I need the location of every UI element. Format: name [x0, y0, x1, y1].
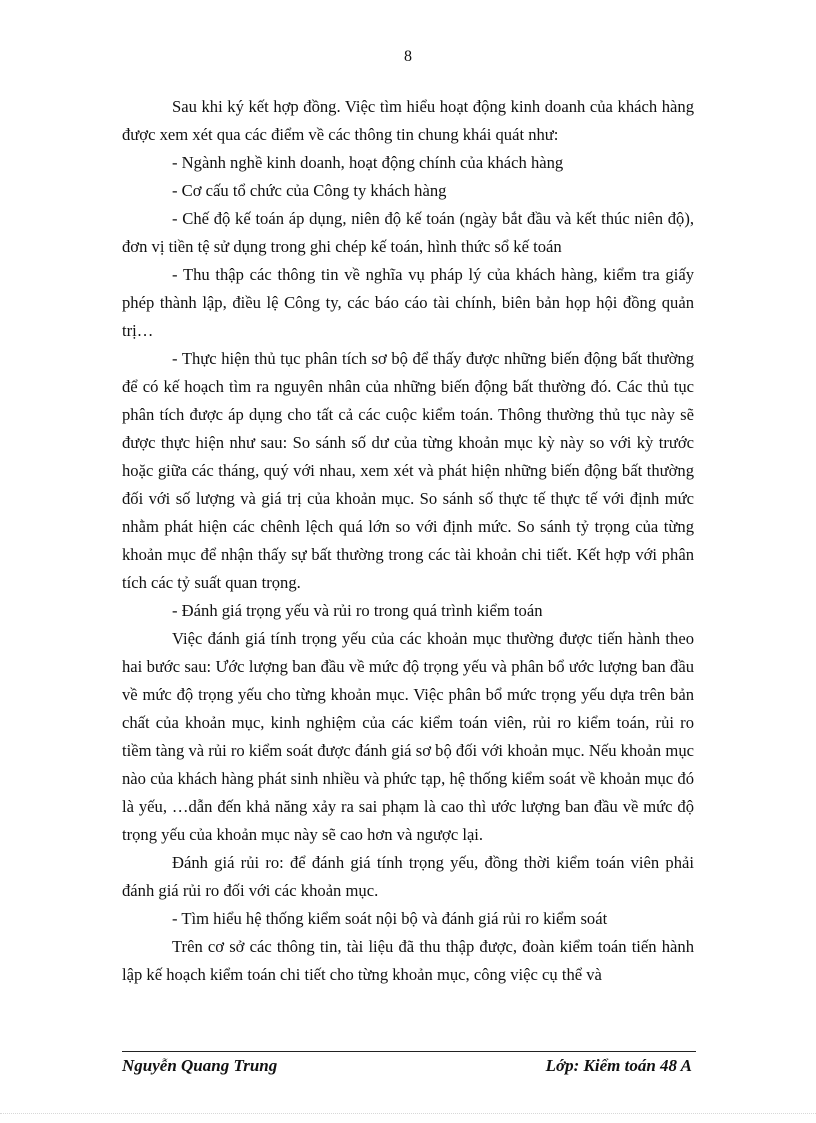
footer-class: Lớp: Kiểm toán 48 A — [545, 1056, 692, 1075]
bullet-item: - Tìm hiểu hệ thống kiểm soát nội bộ và đánh giá rủi ro kiểm soát — [172, 909, 608, 928]
paragraph: Trên cơ sở các thông tin, tài liệu đã thu thập được, đoàn kiểm toán tiến hành lập kế hoạch kiểm toán chi tiết cho từng khoản mục, công việc cụ thể và — [122, 937, 694, 984]
bullet-item: - Thực hiện thủ tục phân tích sơ bộ để thấy được những biến động bất thường để có kế hoạch tìm ra nguyên nhân của những biến động bất thường đó. Các thủ tục phân tích được áp dụng cho tất cả các cuộc kiểm toán. Thông thường thủ tục này sẽ được thực hiện như sau: So sánh số dư của từng khoản mục kỳ này so với kỳ trước hoặc giữa các tháng, quý với nhau, xem xét và phát hiện những biến động bất thường đối với số lượng và giá trị của khoản mục. So sánh số thực tế thực tế với định mức nhằm phát hiện các chênh lệch quá lớn so với định mức. So sánh tỷ trọng của từng khoản mục để nhận thấy sự bất thường trong các tài khoản chi tiết. Kết hợp với phân tích các tỷ suất quan trọng. — [122, 349, 694, 592]
bullet-item: - Cơ cấu tổ chức của Công ty khách hàng — [172, 181, 447, 200]
page-bottom-border — [0, 1113, 816, 1114]
paragraph: Đánh giá rủi ro: để đánh giá tính trọng yếu, đồng thời kiểm toán viên phải đánh giá rủi ro đối với các khoản mục. — [122, 853, 694, 900]
paragraph: Sau khi ký kết hợp đồng. Việc tìm hiểu hoạt động kinh doanh của khách hàng được xem xét qua các điểm về các thông tin chung khái quát như: — [122, 97, 694, 144]
footer-divider — [122, 1051, 696, 1052]
bullet-item: - Chế độ kế toán áp dụng, niên độ kế toán (ngày bắt đầu và kết thúc niên độ), đơn vị tiền tệ sử dụng trong ghi chép kế toán, hình thức sổ kế toán — [122, 209, 694, 256]
document-body — [122, 93, 694, 989]
bullet-item: - Ngành nghề kinh doanh, hoạt động chính của khách hàng — [172, 153, 564, 172]
bullet-item: - Thu thập các thông tin về nghĩa vụ pháp lý của khách hàng, kiểm tra giấy phép thành lập, điều lệ Công ty, các báo cáo tài chính, biên bản họp hội đồng quản trị… — [122, 265, 694, 340]
bullet-item: - Đánh giá trọng yếu và rủi ro trong quá trình kiểm toán — [172, 601, 543, 620]
page-number: 8 — [404, 48, 412, 65]
footer-author: Nguyễn Quang Trung — [122, 1056, 278, 1075]
paragraph: Việc đánh giá tính trọng yếu của các khoản mục thường được tiến hành theo hai bước sau: Ước lượng ban đầu về mức độ trọng yếu và phân bổ ước lượng ban đầu về mức độ trọng yếu cho từng khoản mục. Việc phân bổ mức trọng yếu dựa trên bản chất của khoản mục, kinh nghiệm của các kiểm toán viên, rủi ro kiểm toán, rủi ro tiềm tàng và rủi ro kiểm soát được đánh giá sơ bộ đối với khoản mục. Nếu khoản mục nào của khách hàng phát sinh nhiều và phức tạp, hệ thống kiểm soát về khoản mục đó là yếu, …dẫn đến khả năng xảy ra sai phạm là cao thì ước lượng ban đầu về mức độ trọng yếu của khoản mục này sẽ cao hơn và ngược lại. — [122, 629, 694, 844]
